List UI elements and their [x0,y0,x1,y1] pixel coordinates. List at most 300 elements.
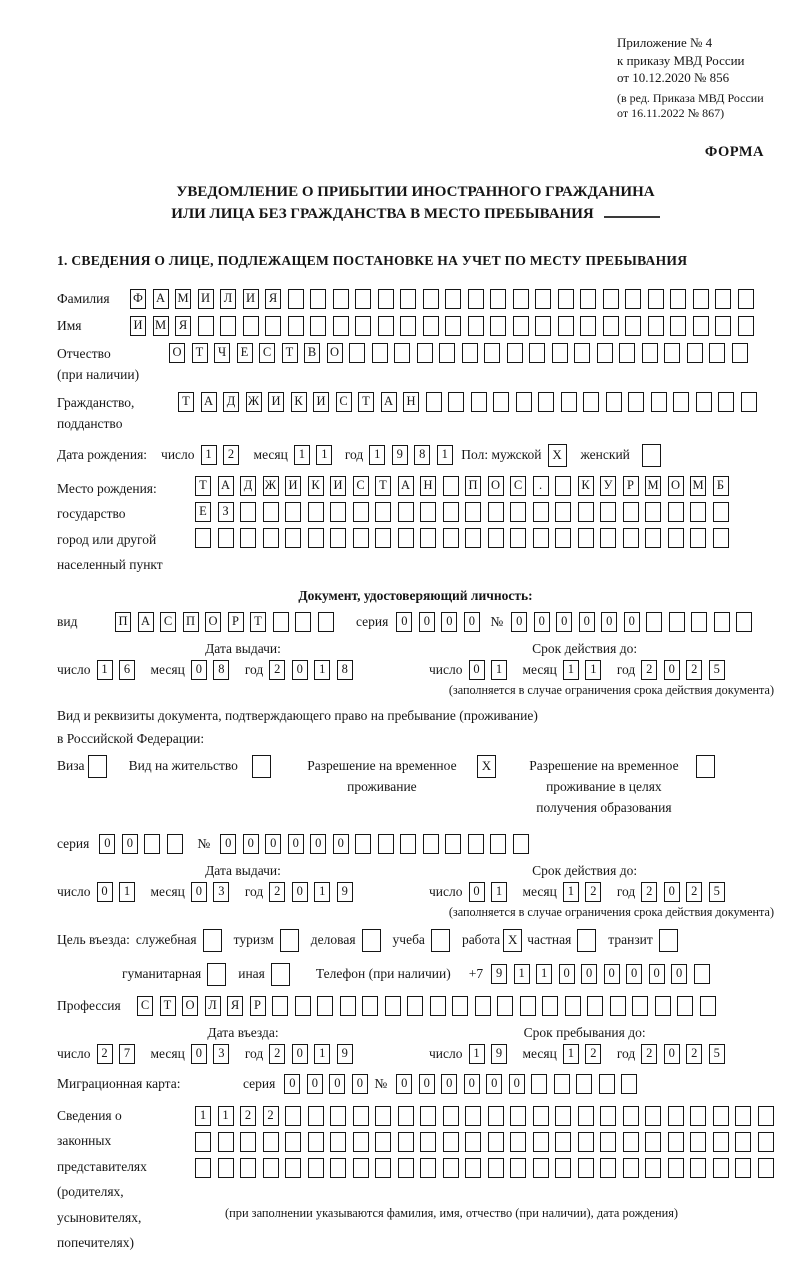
form-cell [484,343,500,363]
form-cell: 2 [263,1106,279,1126]
identity-expiry-month [563,660,608,680]
form-cell [497,996,513,1016]
form-cell: 0 [310,834,326,854]
form-cell [330,1106,346,1126]
surname-boxes [130,289,760,309]
form-cell [465,1106,481,1126]
form-cell [555,1158,571,1178]
form-cell: 2 [686,1044,702,1064]
form-cell [490,834,506,854]
form-cell: Ф [130,289,146,309]
form-cell: 1 [218,1106,234,1126]
form-cell [195,528,211,548]
identity-dates [57,641,774,680]
form-cell [558,289,574,309]
legal-reps-row1 [195,1106,780,1126]
form-cell [353,528,369,548]
form-cell [362,996,378,1016]
permit-number-label: № [197,835,211,851]
birth-month-boxes [294,445,339,465]
visa-label: Виза [57,757,85,773]
doc-type-label: вид [57,613,78,629]
form-label: ФОРМА [704,143,764,160]
given-name-row [57,316,774,336]
checkbox-visa [88,755,107,778]
form-cell: Д [223,392,239,412]
form-cell: Т [160,996,176,1016]
form-cell [355,834,371,854]
identity-expiry-heading: Срок действия до: [532,640,638,656]
form-cell [668,1158,684,1178]
permit-issue-col [57,863,429,902]
form-cell [510,502,526,522]
form-cell [420,1132,436,1152]
form-cell [600,1132,616,1152]
form-cell [578,1158,594,1178]
form-cell: А [153,289,169,309]
form-cell [669,612,685,632]
header-reference [617,34,774,122]
form-cell: И [268,392,284,412]
form-cell [426,392,442,412]
header-line-2: к приказу МВД России [617,52,745,68]
form-cell [420,1106,436,1126]
legal-reps-label-line5: усыновителях, [57,1209,142,1225]
legal-reps-row3 [195,1158,780,1178]
form-cell: 2 [641,882,657,902]
form-cell [645,1106,661,1126]
form-cell [758,1132,774,1152]
form-cell [648,289,664,309]
entry-date-month [191,1044,236,1064]
form-cell: 2 [269,1044,285,1064]
day-label: число [429,661,463,677]
year-label: год [244,1045,264,1061]
form-cell: 2 [641,660,657,680]
patronymic-row [57,343,774,385]
form-cell: 1 [437,445,453,465]
permit-option-temp-residence [293,755,496,797]
profession-boxes [137,996,722,1016]
form-cell [758,1158,774,1178]
form-cell [333,316,349,336]
checkbox-female [642,444,661,467]
form-cell: Ж [246,392,262,412]
stay-until-month [563,1044,608,1064]
form-cell [308,528,324,548]
profession-label: Профессия [57,997,121,1013]
form-cell: Н [403,392,419,412]
form-cell [561,392,577,412]
form-cell [555,476,571,496]
form-cell [538,392,554,412]
form-cell [462,343,478,363]
birth-place-label-line3: город или другой [57,531,157,547]
permit-series-row [57,834,774,854]
form-cell: Б [713,476,729,496]
form-cell [576,1074,592,1094]
form-cell: О [488,476,504,496]
permit-expiry-month [563,882,608,902]
form-cell [651,392,667,412]
legal-reps-label-line4: (родителях, [57,1184,124,1199]
form-cell: 1 [491,882,507,902]
form-cell [285,1132,301,1152]
checkbox-purpose-official [203,929,222,952]
form-cell: А [218,476,234,496]
form-cell: 2 [269,882,285,902]
checkbox-purpose-private [577,929,596,952]
form-cell [310,289,326,309]
entry-date-year [269,1044,359,1064]
identity-expiry-col [429,641,740,680]
form-cell [353,1132,369,1152]
form-cell [600,528,616,548]
form-cell [333,289,349,309]
form-cell: 2 [686,660,702,680]
form-cell: 0 [464,1074,480,1094]
form-cell [690,1158,706,1178]
legal-reps-boxes [195,1106,780,1221]
form-cell [696,392,712,412]
legal-reps-label [57,1103,195,1256]
birth-place-label-line1: Место рождения: [57,480,157,496]
form-cell [330,502,346,522]
form-cell [542,996,558,1016]
form-cell [443,1106,459,1126]
permit-issue-day [97,882,142,902]
form-cell: У [600,476,616,496]
form-cell [713,502,729,522]
form-cell [218,528,234,548]
birth-place-row2 [195,502,735,522]
day-label: число [57,661,91,677]
form-cell [330,1132,346,1152]
form-title-line-2-text: ИЛИ ЛИЦА БЕЗ ГРАЖДАНСТВА В МЕСТО ПРЕБЫВАНИЯ [171,205,594,222]
form-cell: Я [227,996,243,1016]
form-cell [578,1106,594,1126]
form-cell [475,996,491,1016]
form-cell [465,528,481,548]
form-cell [375,502,391,522]
form-cell [555,1132,571,1152]
stay-until-dategroup [429,1044,740,1064]
migration-series-boxes [284,1074,374,1094]
form-cell [690,1132,706,1152]
form-cell [273,612,289,632]
form-cell [599,1074,615,1094]
form-cell: А [138,612,154,632]
form-cell [735,1158,751,1178]
permit-expiry-heading: Срок действия до: [532,862,638,878]
form-cell [713,1132,729,1152]
migration-card-row [57,1074,774,1094]
permit-issue-heading: Дата выдачи: [205,862,281,878]
form-cell [646,612,662,632]
form-cell [375,1158,391,1178]
year-label: год [244,661,264,677]
form-cell: 0 [664,882,680,902]
form-cell [758,1106,774,1126]
doc-series-label: серия [356,613,389,629]
doc-type-boxes [115,612,340,632]
form-cell [240,1158,256,1178]
form-cell [445,316,461,336]
form-cell: 1 [195,1106,211,1126]
form-cell [263,1158,279,1178]
form-cell [445,834,461,854]
section-1-heading: 1. СВЕДЕНИЯ О ЛИЦЕ, ПОДЛЕЖАЩЕМ ПОСТАНОВКЕ НА УЧЕТ ПО МЕСТУ ПРЕБЫВАНИЯ [57,252,688,268]
form-cell [645,528,661,548]
form-cell [700,996,716,1016]
form-cell [218,1158,234,1178]
form-cell [490,289,506,309]
form-cell [668,502,684,522]
stay-until-col [429,1025,740,1064]
form-cell [240,1132,256,1152]
form-cell: 8 [337,660,353,680]
form-cell [565,996,581,1016]
form-cell [330,528,346,548]
birth-place-boxes [195,476,735,554]
form-cell: Ч [214,343,230,363]
form-cell [295,612,311,632]
month-label: месяц [522,1045,557,1061]
form-title-line-2 [57,203,774,225]
form-cell: 1 [294,445,310,465]
form-cell [668,1132,684,1152]
year-label: год [616,661,636,677]
form-cell [507,343,523,363]
form-cell [417,343,433,363]
form-cell: 2 [641,1044,657,1064]
form-cell [670,316,686,336]
identity-doc-row [57,612,774,632]
form-cell [715,316,731,336]
form-cell [430,996,446,1016]
month-label: месяц [150,1045,185,1061]
form-cell: 0 [284,1074,300,1094]
form-cell: 1 [201,445,217,465]
identity-expiry-note: (заполняется в случае ограничения срока действия документа) [448,682,774,697]
permit-number-boxes [220,834,535,854]
patronymic-label [57,343,169,385]
permit-options [57,755,774,818]
form-cell: 0 [469,882,485,902]
checkbox-purpose-humanitarian [207,963,226,986]
form-cell: 1 [314,882,330,902]
form-cell [603,289,619,309]
permit-expiry-note: (заполняется в случае ограничения срока действия документа) [448,904,774,919]
form-cell: . [533,476,549,496]
patronymic-label-line2: (при наличии) [57,366,140,382]
form-cell: П [183,612,199,632]
form-cell [673,392,689,412]
form-cell: 1 [314,1044,330,1064]
form-cell [378,289,394,309]
form-cell: Л [205,996,221,1016]
month-label: месяц [522,883,557,899]
legal-reps-label-line2: законных [57,1133,112,1148]
permit-expiry-year [641,882,731,902]
form-cell [420,1158,436,1178]
form-cell [355,316,371,336]
entry-date-col [57,1025,429,1064]
form-cell [471,392,487,412]
form-cell: 2 [269,660,285,680]
legal-reps-note: (при заполнении указываются фамилия, имя, отчество (при наличии), дата рождения) [225,1205,679,1220]
form-cell: С [336,392,352,412]
form-cell [516,392,532,412]
form-cell [488,1132,504,1152]
citizenship-label-line1: Гражданство, [57,394,135,410]
form-cell [687,343,703,363]
form-cell: И [243,289,259,309]
form-cell [407,996,423,1016]
form-cell: 2 [223,445,239,465]
form-cell [510,1132,526,1152]
form-cell [578,528,594,548]
form-cell [318,612,334,632]
gender-male-label: Пол: мужской [461,447,542,462]
form-cell [439,343,455,363]
day-label: число [429,1045,463,1061]
form-cell: Т [250,612,266,632]
form-cell: 0 [671,964,687,984]
identity-issue-day [97,660,142,680]
legal-reps-label-line3: представителях [57,1158,147,1174]
form-cell [606,392,622,412]
form-cell [690,502,706,522]
form-cell: 0 [441,1074,457,1094]
form-cell: 0 [624,612,640,632]
phone-prefix: +7 [468,966,484,981]
form-cell: О [327,343,343,363]
form-cell: Я [175,316,191,336]
form-cell: 5 [709,660,725,680]
permit-option-visa [57,755,107,778]
form-cell [398,1106,414,1126]
form-cell [587,996,603,1016]
form-cell: А [201,392,217,412]
form-cell [468,316,484,336]
legal-reps-row2 [195,1132,780,1152]
checkbox-purpose-transit [659,929,678,952]
form-cell: 6 [119,660,135,680]
form-cell [420,528,436,548]
form-cell: 0 [243,834,259,854]
doc-series-boxes [396,612,486,632]
identity-expiry-day [469,660,514,680]
form-cell [513,834,529,854]
form-cell: С [353,476,369,496]
form-cell: З [218,502,234,522]
permit-series-label: серия [57,835,90,851]
form-cell [372,343,388,363]
permit-expiry-col [429,863,740,902]
checkbox-purpose-business [362,929,381,952]
form-cell: К [291,392,307,412]
form-cell [385,996,401,1016]
form-cell [623,1106,639,1126]
citizenship-label-line2: подданство [57,415,123,431]
form-cell [603,316,619,336]
stay-until-heading: Срок пребывания до: [523,1024,646,1040]
form-cell [240,502,256,522]
entry-date-dategroup [57,1044,429,1064]
form-cell [375,1132,391,1152]
identity-issue-heading: Дата выдачи: [205,640,281,656]
form-cell: 1 [585,660,601,680]
form-cell [340,996,356,1016]
form-cell: 5 [709,1044,725,1064]
form-cell [443,528,459,548]
form-cell: 0 [333,834,349,854]
form-cell [394,343,410,363]
form-cell: 3 [213,1044,229,1064]
form-cell: 8 [414,445,430,465]
form-cell [398,502,414,522]
form-cell: 0 [469,660,485,680]
form-cell [623,502,639,522]
form-cell [353,502,369,522]
form-cell [488,1106,504,1126]
form-cell: М [175,289,191,309]
form-cell: 0 [509,1074,525,1094]
checkbox-purpose-work: X [503,929,522,952]
form-cell [308,1106,324,1126]
form-cell [400,316,416,336]
citizenship-boxes [178,392,763,412]
form-cell: О [205,612,221,632]
form-cell [580,316,596,336]
form-cell: 0 [220,834,236,854]
form-cell: О [668,476,684,496]
entry-dates [57,1025,774,1064]
permit-intro-line1 [57,708,774,724]
form-cell [488,1158,504,1178]
form-cell: 0 [265,834,281,854]
form-cell: 1 [119,882,135,902]
form-cell [533,1132,549,1152]
form-cell: А [398,476,414,496]
phone-label: Телефон (при наличии) [315,966,451,981]
form-cell: 2 [240,1106,256,1126]
form-cell [378,316,394,336]
form-cell [600,1106,616,1126]
form-cell: В [304,343,320,363]
form-cell: К [578,476,594,496]
form-cell [198,316,214,336]
form-cell [535,316,551,336]
year-label: год [616,883,636,899]
form-cell: 9 [491,1044,507,1064]
form-cell: 0 [419,612,435,632]
form-cell: С [137,996,153,1016]
form-cell: 0 [307,1074,323,1094]
form-cell [468,834,484,854]
form-cell: 2 [97,1044,113,1064]
patronymic-boxes [169,343,754,363]
form-cell: И [130,316,146,336]
permit-option-residence [129,755,271,778]
stay-until-year [641,1044,731,1064]
identity-expiry-dategroup [429,660,740,680]
purpose-row-1 [57,929,774,952]
form-cell [531,1074,547,1094]
birth-place-block [57,476,774,578]
temp-residence-label: Разрешение на временное проживание [307,757,457,794]
